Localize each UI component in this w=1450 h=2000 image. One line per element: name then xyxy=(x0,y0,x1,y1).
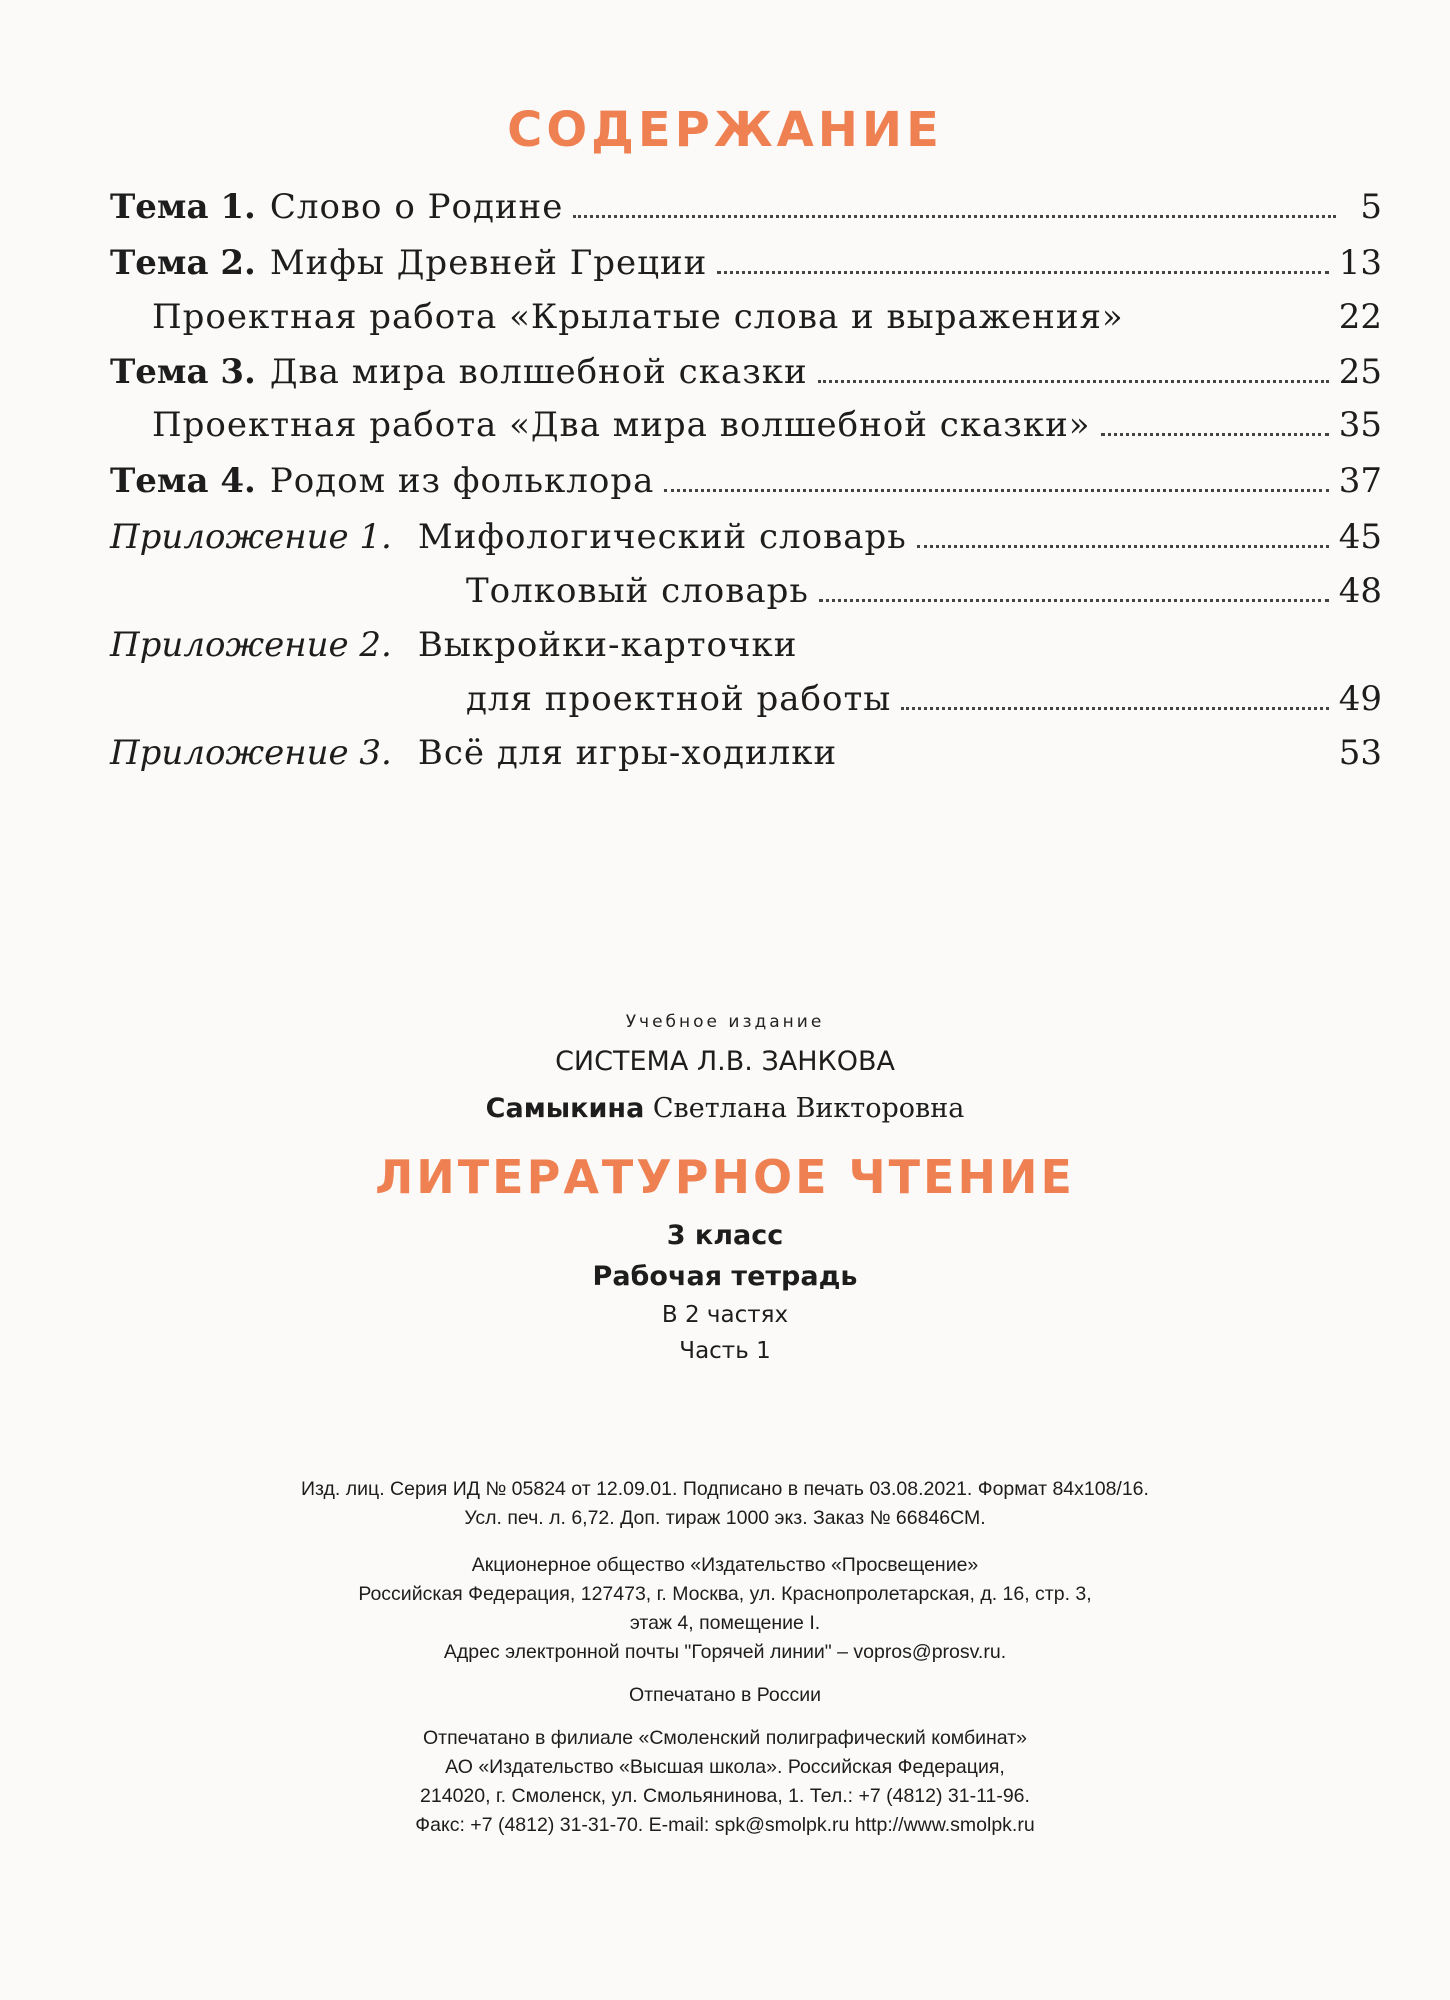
toc-row xyxy=(110,510,1382,560)
toc-title: Слово о Родине xyxy=(269,187,564,227)
printer-line: АО «Издательство «Высшая школа». Российская Федерация, xyxy=(445,1756,1005,1778)
toc-page: 25 xyxy=(1338,352,1382,392)
toc-title: Всё для игры-ходилки xyxy=(417,733,838,773)
toc-row xyxy=(110,618,1382,668)
toc-heading: СОДЕРЖАНИЕ xyxy=(507,102,943,158)
toc-label: Приложение 2. xyxy=(110,625,392,665)
address-line: Российская Федерация, 127473, г. Москва, ул. Краснопролетарская, д. 16, стр. 3, xyxy=(358,1583,1092,1605)
toc-page: 5 xyxy=(1360,187,1382,227)
toc-page: 53 xyxy=(1338,733,1382,773)
subject-title: ЛИТЕРАТУРНОЕ ЧТЕНИЕ xyxy=(375,1150,1075,1204)
toc-row xyxy=(110,290,1382,340)
author-surname: Самыкина xyxy=(485,1093,645,1124)
toc-label: Тема 3. xyxy=(110,352,256,392)
toc-row xyxy=(110,564,1382,614)
toc-title: для проектной работы xyxy=(466,679,892,719)
toc-row xyxy=(110,345,1382,395)
edition-type: Учебное издание xyxy=(625,1012,825,1032)
toc-row xyxy=(110,672,1382,722)
series-name: СИСТЕМА Л.В. ЗАНКОВА xyxy=(555,1046,895,1077)
toc-title: Мифологический словарь xyxy=(417,517,907,557)
toc-row xyxy=(110,398,1382,448)
toc-label: Тема 4. xyxy=(110,461,256,501)
toc-title: Два мира волшебной сказки xyxy=(269,352,808,392)
toc-label: Приложение 1. xyxy=(110,517,392,557)
book-kind: Рабочая тетрадь xyxy=(592,1261,858,1292)
toc-row xyxy=(110,454,1382,504)
toc-row xyxy=(110,236,1382,286)
toc-title: Проектная работа «Два мира волшебной сказки» xyxy=(152,405,1091,445)
toc-leader xyxy=(1101,433,1329,436)
printer-line: 214020, г. Смоленск, ул. Смольянинова, 1. Тел.: +7 (4812) 31-11-96. xyxy=(420,1785,1030,1807)
toc-leader xyxy=(818,380,1329,383)
license-line: Изд. лиц. Серия ИД № 05824 от 12.09.01. Подписано в печать 03.08.2021. Формат 84x108/16. xyxy=(301,1478,1149,1500)
toc-row xyxy=(110,180,1382,230)
part-number: Часть 1 xyxy=(679,1338,771,1364)
printer-details xyxy=(0,1724,1450,1840)
toc-leader xyxy=(901,707,1328,710)
toc-page: 13 xyxy=(1338,243,1382,283)
author xyxy=(0,1093,1450,1124)
print-info-line: Усл. печ. л. 6,72. Доп. тираж 1000 экз. Заказ № 66846СМ. xyxy=(464,1507,986,1529)
toc-page: 45 xyxy=(1338,517,1382,557)
toc-leader xyxy=(819,599,1329,602)
toc-page: 37 xyxy=(1338,461,1382,501)
print-details xyxy=(0,1475,1450,1533)
parts-count: В 2 частях xyxy=(661,1302,789,1328)
toc-page: 48 xyxy=(1338,571,1382,611)
toc-row xyxy=(110,726,1382,776)
toc-leader xyxy=(917,545,1329,548)
toc-label: Тема 2. xyxy=(110,243,256,283)
toc-title: Толковый словарь xyxy=(466,571,809,611)
toc-label: Приложение 3. xyxy=(110,733,392,773)
hotline-line: Адрес электронной почты "Горячей линии" – vopros@prosv.ru. xyxy=(443,1641,1007,1663)
colophon xyxy=(0,1475,1450,1858)
imprint xyxy=(0,1012,1450,1364)
address-line: этаж 4, помещение I. xyxy=(629,1612,821,1634)
toc-leader xyxy=(664,489,1328,492)
toc-title: Мифы Древней Греции xyxy=(269,243,708,283)
toc-leader xyxy=(717,271,1328,274)
toc-label: Тема 1. xyxy=(110,187,256,227)
printer-line: Отпечатано в филиале «Смоленский полиграфический комбинат» xyxy=(423,1727,1027,1749)
publisher-details xyxy=(0,1551,1450,1667)
toc-title: Родом из фольклора xyxy=(269,461,655,501)
publisher-line: Акционерное общество «Издательство «Просвещение» xyxy=(471,1554,979,1576)
grade: 3 класс xyxy=(666,1220,784,1251)
toc-page: 35 xyxy=(1338,405,1382,445)
toc-title: Выкройки-карточки xyxy=(417,625,798,665)
toc-page: 49 xyxy=(1338,679,1382,719)
author-name: Светлана Викторовна xyxy=(652,1093,965,1124)
toc-page: 22 xyxy=(1338,297,1382,337)
printed-in: Отпечатано в России xyxy=(628,1684,822,1706)
toc-leader xyxy=(573,215,1336,218)
printer-line: Факс: +7 (4812) 31-31-70. E-mail: spk@smolpk.ru http://www.smolpk.ru xyxy=(415,1814,1035,1836)
toc-title: Проектная работа «Крылатые слова и выражения» xyxy=(152,297,1124,337)
